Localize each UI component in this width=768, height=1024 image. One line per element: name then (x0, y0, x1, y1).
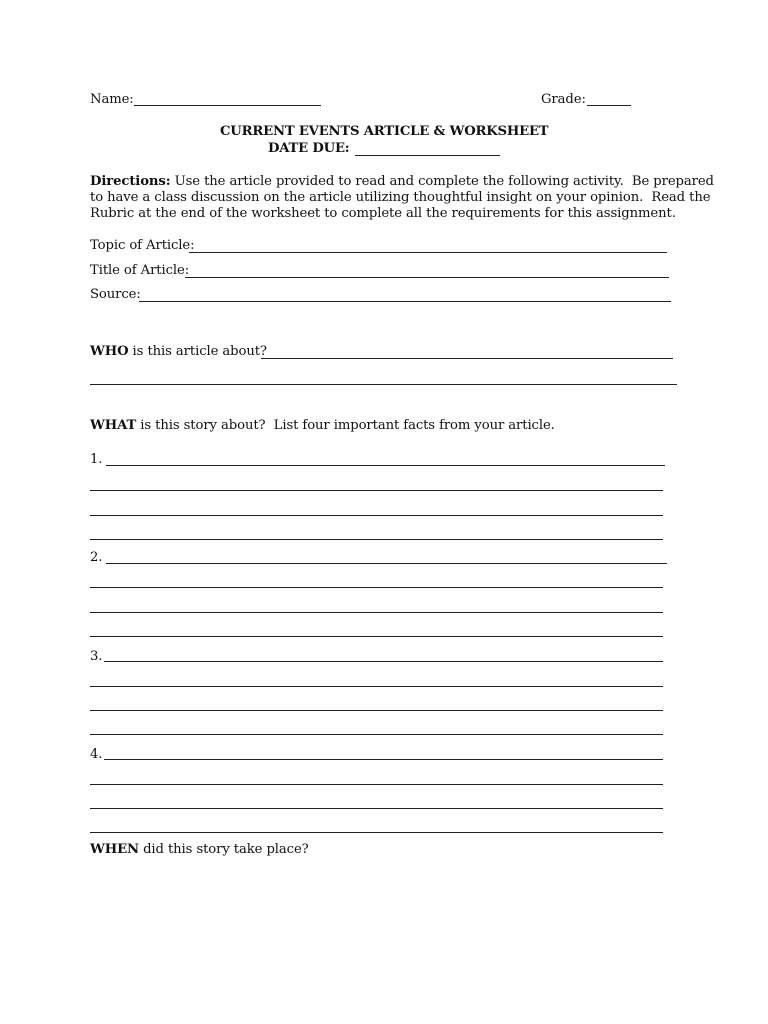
fact-2-blank-4[interactable] (90, 636, 663, 637)
who-text: is this article about? (128, 344, 267, 359)
fact-2-blank-1[interactable] (106, 563, 667, 564)
what-text: is this story about? List four important facts from your article. (136, 418, 555, 433)
fact-4-blank-2[interactable] (90, 784, 663, 785)
who-blank-2[interactable] (90, 384, 677, 385)
fact-4-blank-3[interactable] (90, 808, 663, 809)
fact-number-3: 3. (90, 649, 103, 664)
fact-2-blank-2[interactable] (90, 587, 663, 588)
when-question (90, 842, 309, 858)
grade-blank[interactable] (587, 105, 631, 106)
name-label: Name: (90, 92, 134, 107)
fact-1-blank-4[interactable] (90, 539, 663, 540)
when-text: did this story take place? (138, 842, 309, 857)
topic-label: Topic of Article: (90, 238, 195, 253)
fact-4-blank-1[interactable] (104, 759, 663, 760)
fact-3-blank-2[interactable] (90, 686, 663, 687)
directions-line-2: to have a class discussion on the article utilizing thoughtful insight on your opinion. Read the (90, 190, 711, 205)
source-blank[interactable] (139, 301, 671, 302)
who-question (90, 344, 267, 360)
fact-3-blank-3[interactable] (90, 710, 663, 711)
fact-3-blank-1[interactable] (104, 661, 663, 662)
fact-number-4: 4. (90, 747, 103, 762)
fact-number-1: 1. (90, 452, 103, 467)
fact-4-blank-4[interactable] (90, 832, 663, 833)
fact-1-blank-2[interactable] (90, 490, 663, 491)
directions-text-1: Use the article provided to read and complete the following activity. Be prepared (170, 174, 714, 189)
fact-3-blank-4[interactable] (90, 734, 663, 735)
directions-line-1 (90, 174, 714, 190)
title-of-article-blank[interactable] (185, 277, 669, 278)
source-label: Source: (90, 287, 141, 302)
when-keyword: WHEN (90, 842, 139, 857)
who-keyword: WHO (90, 344, 129, 359)
fact-1-blank-3[interactable] (90, 515, 663, 516)
date-due-label: DATE DUE: (268, 141, 350, 156)
topic-blank[interactable] (189, 252, 667, 253)
who-blank-1[interactable] (261, 358, 673, 359)
directions-label: Directions: (90, 174, 171, 189)
title-of-article-label: Title of Article: (90, 263, 190, 278)
what-keyword: WHAT (90, 418, 137, 433)
fact-2-blank-3[interactable] (90, 612, 663, 613)
what-question (90, 418, 555, 434)
worksheet-title: CURRENT EVENTS ARTICLE & WORKSHEET (220, 124, 549, 139)
name-blank[interactable] (134, 105, 321, 106)
directions-line-3: Rubric at the end of the worksheet to complete all the requirements for this assignment. (90, 206, 676, 221)
grade-label: Grade: (541, 92, 586, 107)
fact-number-2: 2. (90, 550, 103, 565)
date-due-blank[interactable] (355, 155, 500, 156)
fact-1-blank-1[interactable] (106, 465, 665, 466)
